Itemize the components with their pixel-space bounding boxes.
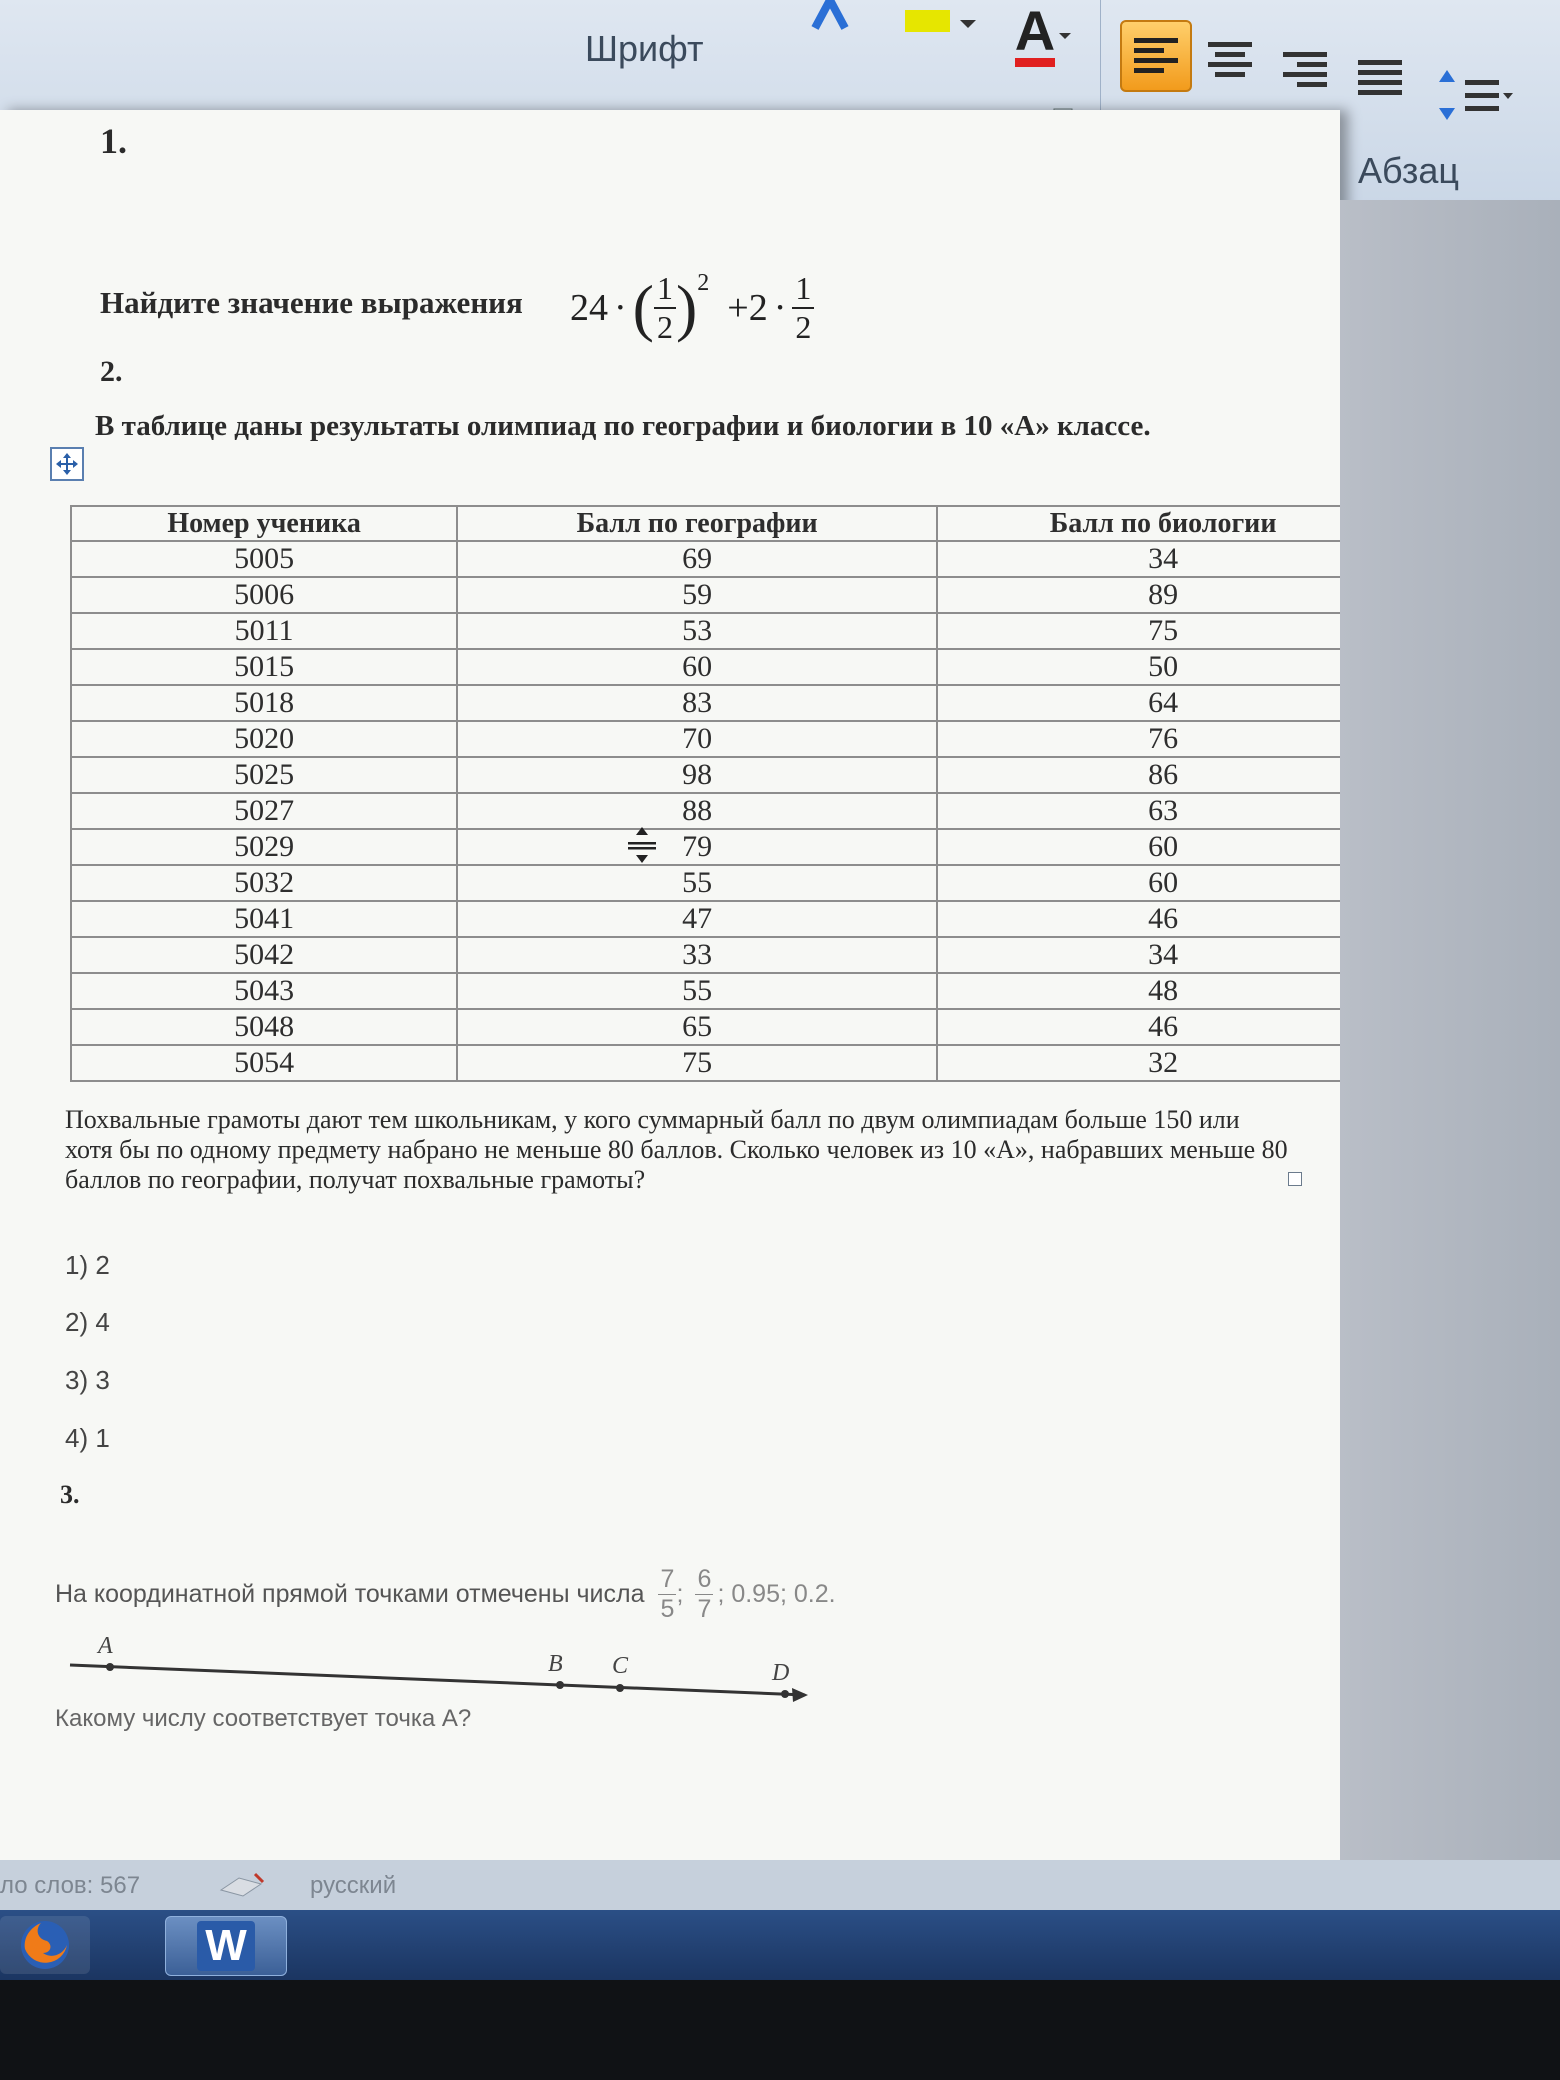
proofing-book-icon — [215, 1868, 270, 1900]
table-row — [71, 685, 1389, 721]
row-resize-cursor-icon — [625, 825, 659, 865]
answer-option-2: 2) 4 — [65, 1307, 110, 1337]
student-number-cell[interactable]: 5006 — [71, 577, 457, 613]
font-group-label: Шрифт — [585, 28, 704, 69]
task2-question: Похвальные грамоты дают тем школьникам, у кого суммарный балл по двум олимпиадам больше 150 или хотя бы по одному предмету набрано не меньше 80 баллов. Сколько человек из 10 «А», набравших меньше 80 баллов по географии, получат похвальные грамоты? — [65, 1105, 1288, 1194]
expr-coefficient: 24 — [570, 287, 608, 329]
biology-score-cell[interactable]: 76 — [937, 721, 1389, 757]
point-c-label: C — [612, 1653, 629, 1679]
taskbar — [0, 1910, 1560, 1980]
proofing-button[interactable] — [215, 1868, 270, 1900]
number-line-axis — [70, 1665, 805, 1695]
chevron-down-icon — [1055, 25, 1075, 45]
align-center-button[interactable] — [1200, 30, 1260, 90]
firefox-icon — [15, 1915, 75, 1975]
expr-plus-term: +2 — [727, 287, 768, 329]
line-spacing-button[interactable] — [1430, 60, 1520, 130]
geography-score-cell[interactable]: 60 — [457, 649, 937, 685]
task2-intro: В таблице даны результаты олимпиад по географии и биологии в 10 «А» классе. — [95, 410, 1151, 442]
table-row — [71, 793, 1389, 829]
expr-frac-numerator: 1 — [656, 270, 673, 306]
table-header-row — [71, 506, 1389, 541]
align-right-icon — [1283, 52, 1327, 88]
task3-prompt-line: На координатной прямой точками отмечены числа 7 5 ; 6 7 ; 0.95; 0.2. — [55, 1565, 836, 1623]
task1-number: 1. — [100, 121, 127, 161]
geography-score-cell[interactable]: 59 — [457, 577, 937, 613]
table-row — [71, 829, 1389, 865]
geography-score-cell[interactable]: 98 — [457, 757, 937, 793]
student-number-cell[interactable]: 5025 — [71, 757, 457, 793]
answer-option-3: 3) 3 — [65, 1365, 110, 1395]
expr-frac-denominator: 2 — [656, 309, 673, 345]
number-line-arrow — [792, 1688, 808, 1702]
biology-score-cell[interactable]: 64 — [937, 685, 1389, 721]
frac1-denominator: 5 — [660, 1595, 675, 1623]
biology-score-cell[interactable]: 60 — [937, 865, 1389, 901]
biology-score-cell[interactable]: 46 — [937, 901, 1389, 937]
biology-score-cell[interactable]: 32 — [937, 1045, 1389, 1081]
table-row — [71, 937, 1389, 973]
align-left-button[interactable] — [1120, 20, 1192, 92]
biology-score-cell[interactable]: 46 — [937, 1009, 1389, 1045]
expr-exponent: 2 — [697, 270, 710, 296]
task3-prompt: На координатной прямой точками отмечены числа — [55, 1580, 645, 1608]
align-left-icon — [1134, 38, 1178, 74]
point-d-dot — [781, 1690, 789, 1698]
table-row — [71, 1009, 1389, 1045]
geography-score-cell[interactable]: 47 — [457, 901, 937, 937]
biology-score-cell[interactable]: 34 — [937, 541, 1389, 577]
table-row — [71, 577, 1389, 613]
biology-score-cell[interactable]: 89 — [937, 577, 1389, 613]
geography-score-cell[interactable]: 65 — [457, 1009, 937, 1045]
student-number-cell[interactable]: 5018 — [71, 685, 457, 721]
language-indicator[interactable]: русский — [310, 1872, 397, 1899]
table-row — [71, 721, 1389, 757]
expr-frac2-denominator: 2 — [795, 309, 812, 345]
math-expression: 24 · ( 1 2 ) $^2$ +2 · 1 2 — [570, 270, 814, 346]
word-app-icon: W — [197, 1921, 255, 1971]
expr-frac2-numerator: 1 — [795, 270, 812, 306]
answer-option-1: 1) 2 — [65, 1250, 110, 1280]
word-count[interactable]: ло слов: 567 — [0, 1872, 141, 1899]
task3-numbers-tail: ; 0.95; 0.2. — [717, 1580, 836, 1608]
point-b-label: B — [548, 1651, 563, 1677]
geography-score-cell[interactable]: 83 — [457, 685, 937, 721]
justify-button[interactable] — [1350, 48, 1410, 108]
point-a-label: A — [98, 1633, 113, 1659]
biology-score-cell[interactable]: 63 — [937, 793, 1389, 829]
number-line — [60, 1625, 820, 1715]
header-geography-score: Балл по географии — [457, 506, 937, 541]
geography-score-cell[interactable]: 70 — [457, 721, 937, 757]
student-number-cell[interactable]: 5015 — [71, 649, 457, 685]
line-spacing-icon — [1435, 65, 1515, 125]
geography-score-cell[interactable]: 55 — [457, 865, 937, 901]
page-gutter — [1340, 200, 1560, 1870]
biology-score-cell[interactable]: 48 — [937, 973, 1389, 1009]
student-number-cell[interactable]: 5042 — [71, 937, 457, 973]
biology-score-cell[interactable]: 60 — [937, 829, 1389, 865]
table-row — [71, 649, 1389, 685]
student-number-cell[interactable]: 5048 — [71, 1009, 457, 1045]
results-table[interactable] — [70, 505, 1390, 1082]
monitor-bezel — [0, 1980, 1560, 2080]
table-row — [71, 757, 1389, 793]
table-resize-handle[interactable] — [1288, 1172, 1302, 1186]
move-arrows-icon — [55, 452, 79, 476]
text-effects-button[interactable] — [800, 0, 870, 30]
table-row — [71, 1045, 1389, 1081]
text-effects-icon — [805, 0, 865, 30]
student-number-cell[interactable]: 5020 — [71, 721, 457, 757]
header-biology-score: Балл по биологии — [937, 506, 1389, 541]
align-right-button[interactable] — [1275, 40, 1335, 100]
point-c-dot — [616, 1684, 624, 1692]
paragraph-group-label: Абзац — [1358, 150, 1459, 191]
student-number-cell[interactable]: 5032 — [71, 865, 457, 901]
student-number-cell[interactable]: 5005 — [71, 541, 457, 577]
biology-score-cell[interactable]: 75 — [937, 613, 1389, 649]
geography-score-cell[interactable]: 69 — [457, 541, 937, 577]
table-row — [71, 613, 1389, 649]
student-number-cell[interactable]: 5011 — [71, 613, 457, 649]
point-a-dot — [106, 1663, 114, 1671]
geography-score-cell[interactable]: 75 — [457, 1045, 937, 1081]
taskbar-firefox-button[interactable] — [0, 1916, 90, 1974]
task2-number: 2. — [100, 355, 123, 388]
justify-icon — [1358, 60, 1402, 96]
student-number-cell[interactable]: 5029 — [71, 829, 457, 865]
geography-score-cell[interactable]: 55 — [457, 973, 937, 1009]
student-number-cell[interactable]: 5043 — [71, 973, 457, 1009]
table-row — [71, 901, 1389, 937]
geography-score-cell[interactable]: 88 — [457, 793, 937, 829]
frac2-numerator: 6 — [697, 1565, 712, 1593]
biology-score-cell[interactable]: 50 — [937, 649, 1389, 685]
student-number-cell[interactable]: 5027 — [71, 793, 457, 829]
geography-score-cell[interactable]: 33 — [457, 937, 937, 973]
student-number-cell[interactable]: 5054 — [71, 1045, 457, 1081]
frac2-denominator: 7 — [697, 1595, 712, 1623]
task3-number: 3. — [60, 1480, 80, 1509]
status-bar — [0, 1860, 1560, 1910]
frac1-numerator: 7 — [660, 1565, 675, 1593]
font-group — [0, 0, 1101, 110]
point-b-dot — [556, 1681, 564, 1689]
align-center-icon — [1208, 42, 1252, 78]
table-resize-cursor — [625, 825, 659, 865]
geography-score-cell[interactable]: 79 — [457, 829, 937, 865]
table-move-handle[interactable] — [50, 447, 84, 481]
biology-score-cell[interactable]: 34 — [937, 937, 1389, 973]
highlight-icon — [900, 0, 980, 45]
task3-question: Какому числу соответствует точка A? — [55, 1705, 472, 1732]
table-row — [71, 973, 1389, 1009]
biology-score-cell[interactable]: 86 — [937, 757, 1389, 793]
answer-option-4: 4) 1 — [65, 1423, 110, 1453]
header-student-number: Номер ученика — [71, 506, 457, 541]
table-row — [71, 541, 1389, 577]
student-number-cell[interactable]: 5041 — [71, 901, 457, 937]
font-color-letter: A — [1015, 4, 1055, 67]
taskbar-word-button[interactable] — [165, 1916, 287, 1976]
point-d-label: D — [772, 1660, 790, 1686]
task1-prompt: Найдите значение выражения — [100, 285, 523, 320]
font-color-button[interactable] — [995, 0, 1095, 70]
geography-score-cell[interactable]: 53 — [457, 613, 937, 649]
table-row — [71, 865, 1389, 901]
highlight-button[interactable] — [895, 0, 985, 45]
